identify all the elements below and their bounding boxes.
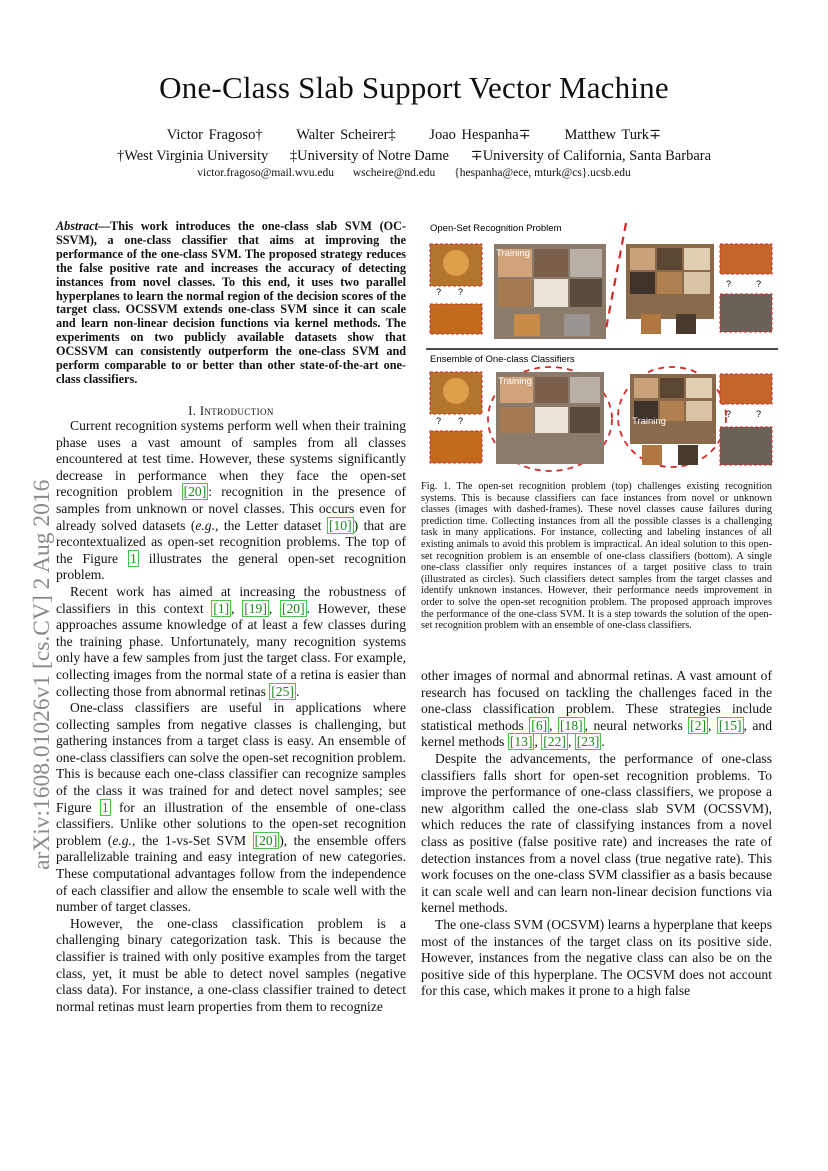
cat-photo [570, 377, 600, 403]
training-label: Training [632, 416, 666, 427]
fox-image [720, 244, 772, 274]
cat-photo [514, 314, 540, 336]
text-run: , and kernel methods [421, 717, 772, 750]
citation-link[interactable]: [13] [509, 734, 533, 750]
text-run: other images of normal and abnormal retinas. A vast amount of research has focused on tackling the challenges faced in the one-class classification problem. These strategies include statistical methods [421, 668, 772, 733]
dog-photo [684, 248, 710, 270]
cat-photo [535, 377, 568, 403]
citation-link[interactable]: [22] [543, 734, 566, 750]
cat-photo [570, 407, 600, 433]
text-run: for an illustration of the ensemble of one-class classifiers. Unlike other solutions to the open-set recognition problem ( [56, 799, 406, 848]
unknown-mark: ? [458, 416, 464, 426]
cat-photo [534, 249, 568, 277]
panel-top-title: Open-Set Recognition Problem [430, 223, 562, 234]
affiliation-list [0, 148, 828, 165]
dog-photo [657, 248, 682, 270]
unknown-mark: ? [726, 279, 732, 289]
affiliation: ∓University of California, Santa Barbara [470, 148, 712, 164]
text-run: ), the ensemble offers parallelizable training and easy integration of new categories. These computational advantages follow from the independence of each classifier and allow the ensemble to scale well with the number of target classes. [56, 832, 406, 915]
dog-photo [641, 314, 661, 334]
citation-link[interactable]: 1 [130, 550, 137, 566]
cat-photo [498, 279, 532, 307]
affiliation: †West Virginia University [116, 148, 269, 164]
dog-photo [634, 378, 658, 398]
unknown-mark: ? [756, 279, 762, 289]
body-paragraph [421, 668, 772, 751]
abstract [56, 220, 406, 387]
divider-line [606, 223, 626, 329]
dog-photo [678, 445, 698, 465]
figure-illustration [426, 219, 778, 475]
text-run: , the 1-vs-Set SVM [131, 832, 253, 848]
text-run: The one-class SVM (OCSVM) learns a hyperplane that keeps most of the instances of the target class on its positive side. However, instances from the negative class can also be on the positive side of this hyperplane. The OCSVM does not account for this case, which makes it prone to a high false [421, 916, 772, 999]
citation-link[interactable]: 1 [101, 799, 109, 815]
right-column-body [421, 668, 772, 1000]
text-run: , [231, 600, 243, 616]
citation-link[interactable]: [15] [718, 717, 742, 733]
italic-text: e.g. [112, 832, 132, 848]
text-run: However, the one-class classification problem is a challenging binary categorization task. This is because the classifier is trained with only positive examples from the target class, yet, it must be able to detect novel samples (negative class data). For instance, a one-class classifier trained to detect normal retinas must learn properties from them to recognize [56, 915, 406, 1014]
cat-photo [535, 407, 568, 433]
body-paragraph [56, 700, 406, 916]
lion-face [443, 250, 469, 276]
text-run: ) that are recontextualized as open-set recognition problems. The top of the Figure [56, 517, 406, 566]
text-run: , [708, 717, 717, 733]
text-run: , [567, 734, 575, 750]
cat-photo [570, 249, 602, 277]
fox-image [720, 374, 772, 404]
text-run: . However, these approaches assume knowledge of at least a few classes during the training phase. Unfortunately, many recognition systems only have a few samples from just the target class. For example, collecting images from the normal state of a retina is easier than collecting those from abnormal retinas [56, 600, 406, 699]
figure-1 [426, 219, 778, 475]
body-paragraph [56, 418, 406, 584]
citation-link[interactable]: [20] [254, 832, 278, 848]
unknown-mark: ? [458, 287, 464, 297]
wolf-image [720, 294, 772, 332]
dog-photo [642, 445, 662, 465]
unknown-mark: ? [756, 409, 762, 419]
cat-photo [534, 279, 568, 307]
text-run: . [295, 683, 300, 699]
author-name: Walter Scheirer‡ [296, 127, 396, 143]
wolf-image [720, 427, 772, 465]
text-run: , neural networks [584, 717, 689, 733]
text-run: , the Letter dataset [215, 517, 327, 533]
dog-photo [686, 401, 712, 421]
citation-link[interactable]: [25] [271, 683, 294, 699]
dog-photo [684, 272, 710, 294]
text-run: . [601, 734, 605, 750]
abstract-label: Abstract [56, 219, 98, 233]
italic-text: e.g. [195, 517, 215, 533]
training-label: Training [498, 376, 532, 387]
cat-photo [564, 314, 590, 336]
citation-link[interactable]: [10] [328, 517, 352, 533]
panel-bottom-title: Ensemble of One-class Classifiers [430, 354, 575, 365]
body-paragraph [421, 751, 772, 917]
dog-photo [676, 314, 696, 334]
dog-photo [657, 272, 682, 294]
dog-photo [630, 272, 655, 294]
citation-link[interactable]: [20] [183, 484, 207, 500]
text-run: : recognition in the presence of samples from unknown or novel classes. This occurs even for already solved datasets ( [56, 484, 406, 533]
text-run: , [534, 734, 542, 750]
text-run: , [549, 717, 558, 733]
dog-photo [660, 378, 684, 398]
left-column-body [56, 418, 406, 1015]
section-title: Introduction [199, 404, 274, 418]
arxiv-stamp-text: arXiv:1608.01026v1 [cs.CV] 2 Aug 2016 [29, 479, 55, 870]
dog-photo [686, 378, 712, 398]
training-label: Training [496, 248, 530, 259]
text-run: Recent work has aimed at increasing the robustness of classifiers in this context [56, 583, 406, 616]
paper-title: One-Class Slab Support Vector Machine [159, 70, 669, 105]
unknown-mark: ? [436, 416, 442, 426]
text-run: Despite the advancements, the performance of one-class classifiers falls short for open-set recognition problems. To improve the performance of one-class classifiers, we propose a new algorithm called the one-class slab SVM (OCSSVM), which reduces the rate of classifying instances from a novel class as positive (false positive rate) and increases the rate of detection instances from a novel class (true negative rate). This work focuses on the one-class SVM classifier as a basis because it can scale well and can learn non-linear decision functions via kernel methods. [421, 750, 772, 916]
text-run: One-class classifiers are useful in applications where collecting samples from negative classes is challenging, but gathering instances from a target class is easy. An ensemble of one-class classifiers can solve the open-set recognition problem. This is because each one-class classifier can recognize samples of the class it was trained for and detect novel samples; see Figure [56, 700, 406, 815]
cat-photo [500, 407, 533, 433]
section-number: I. [188, 404, 197, 418]
body-paragraph [56, 916, 406, 1016]
text-run: , [268, 600, 280, 616]
author-name: Joao Hespanha∓ [429, 127, 531, 143]
tiger-image [430, 431, 482, 463]
citation-link[interactable]: [1] [213, 600, 230, 616]
lion-face [443, 378, 469, 404]
email[interactable]: {hespanha@ece, mturk@cs}.ucsb.edu [454, 167, 631, 179]
tiger-image [430, 304, 482, 334]
cat-photo [570, 279, 602, 307]
body-paragraph [56, 584, 406, 700]
text-run: Current recognition systems perform well when their training phase uses a vast amount of samples from all classes encountered at test time. However, these systems significantly decrease in performance when they face the open-set recognition problem [56, 418, 406, 500]
email[interactable]: victor.fragoso@mail.wvu.edu [197, 167, 334, 179]
author-name: Matthew Turk∓ [564, 127, 662, 143]
unknown-mark: ? [436, 287, 442, 297]
unknown-mark: ? [726, 409, 732, 419]
email[interactable]: wscheire@nd.edu [352, 167, 436, 179]
dog-photo [630, 248, 655, 270]
citation-link[interactable]: [2] [690, 717, 707, 733]
citation-link[interactable]: [6] [531, 717, 548, 733]
citation-link[interactable]: [19] [244, 600, 267, 616]
abstract-text: —This work introduces the one-class slab SVM (OC-SSVM), a one-class classifier that aims at improving the performance of the one-class SVM. The proposed strategy reduces the false positive rate and increases the accuracy of detecting instances from novel classes. To this end, it uses two parallel hyperplanes to learn the normal region of the decision scores of the target class. OCSSVM extends one-class SVM since it can scale and learn non-linear decision functions via kernel methods. The experiments on two publicly available datasets show that OCSSVM can consistently outperform the one-class SVM and perform comparable to or better than other state-of-the-art one-class classifiers. [56, 219, 406, 386]
author-list [0, 127, 828, 144]
figure-caption: Fig. 1. The open-set recognition problem (top) challenges existing recognition systems. This is because classifiers can face instances from novel or unknown classes (images with dashed-frames). These novel classes cause failures during prediction time. Collecting instances from all the possible classes is a challenging task in many applications. For instance, collecting and labeling instances of all existing animals to avoid this problem is impractical. An ideal solution to this open-set recognition problem is an ensemble of one-class classifiers (bottom). A single one-class classifier only requires instances of a target positive class to train (illustrated as circles). Such classifiers detect samples from the target classes and identify unknown instances. However, their performance needs improvement in order to solve the open-set recognition problem. The proposed approach improves the performance of the one-class SVM. It is a step towards the solution of the open-set recognition problem with an ensemble of one-class classifiers. [421, 481, 772, 632]
body-paragraph [421, 917, 772, 1000]
email-list [0, 167, 828, 179]
citation-link[interactable]: [23] [576, 734, 600, 750]
text-run: illustrates the general open-set recognition problem. [56, 550, 406, 583]
citation-link[interactable]: [18] [560, 717, 583, 733]
citation-link[interactable]: [20] [281, 600, 305, 616]
affiliation: ‡University of Notre Dame [289, 148, 449, 164]
author-name: Victor Fragoso† [166, 127, 263, 143]
